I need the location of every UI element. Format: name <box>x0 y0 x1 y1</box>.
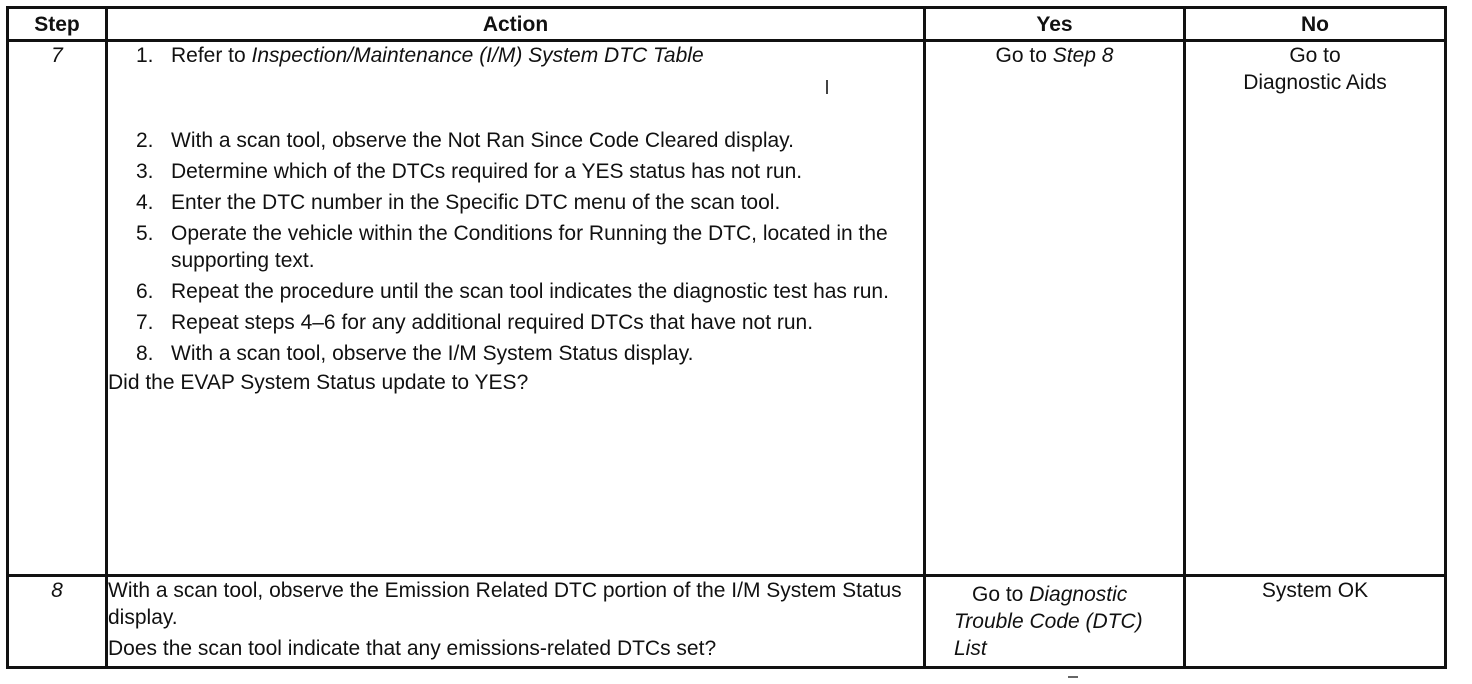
list-item <box>136 309 923 336</box>
scan-mark <box>1068 676 1078 678</box>
no-cell: System OK <box>1185 576 1446 668</box>
action-cell <box>107 576 925 668</box>
substep-text: Enter the DTC number in the Specific DTC menu of the scan tool. <box>171 191 781 214</box>
list-item <box>136 189 923 216</box>
substep-number: 5. <box>136 222 154 245</box>
no-prefix: Go to <box>1289 44 1341 67</box>
substep-number: 6. <box>136 280 154 303</box>
substep-plain: Refer to <box>171 44 252 67</box>
list-item <box>136 127 923 154</box>
scan-mark <box>826 80 828 94</box>
substep-number: 8. <box>136 342 154 365</box>
header-action: Action <box>107 8 925 41</box>
no-cell <box>1185 41 1446 576</box>
substep-text: Repeat the procedure until the scan tool indicates the diagnostic test has run. <box>171 280 889 303</box>
header-no: No <box>1185 8 1446 41</box>
substep-number: 2. <box>136 129 154 152</box>
table-reference: Inspection/Maintenance (I/M) System DTC Table <box>251 44 704 67</box>
step-number: 8 <box>8 576 107 668</box>
question-text: Did the EVAP System Status update to YES? <box>108 371 529 394</box>
no-reference: Diagnostic Aids <box>1243 71 1387 94</box>
yes-ref-line-2: Trouble Code (DTC) <box>954 610 1143 633</box>
yes-prefix: Go to <box>972 583 1030 606</box>
yes-prefix: Go to <box>995 44 1053 67</box>
substep-number: 1. <box>136 44 154 67</box>
substep-text: Operate the vehicle within the Conditions for Running the DTC, located in the supporting text. <box>171 222 888 272</box>
list-item <box>136 340 923 367</box>
table-row-step-8 <box>8 576 1446 668</box>
substep-number: 7. <box>136 311 154 334</box>
substep-text: With a scan tool, observe the I/M System Status display. <box>171 342 694 365</box>
list-item <box>136 220 923 274</box>
diagnostic-table <box>6 6 1447 669</box>
header-yes: Yes <box>925 8 1185 41</box>
yes-step-reference: Step 8 <box>1052 44 1114 67</box>
list-item <box>136 42 923 69</box>
question-text: Does the scan tool indicate that any emissions-related DTCs set? <box>108 637 717 660</box>
substep-text <box>171 42 923 69</box>
header-row <box>8 8 1446 41</box>
list-item <box>136 278 923 305</box>
substep-text: Repeat steps 4–6 for any additional required DTCs that have not run. <box>171 311 814 334</box>
substep-text: Determine which of the DTCs required for a YES status has not run. <box>171 160 803 183</box>
header-step: Step <box>8 8 107 41</box>
substep-list <box>108 42 923 367</box>
instruction-text: With a scan tool, observe the Emission Related DTC portion of the I/M System Status display. <box>108 579 902 629</box>
yes-ref-line-3: List <box>954 637 987 660</box>
yes-reference <box>954 581 1183 662</box>
yes-cell <box>925 41 1185 576</box>
substep-number: 3. <box>136 160 154 183</box>
list-item <box>136 158 923 185</box>
step-number: 7 <box>8 41 107 576</box>
table-row-step-7 <box>8 41 1446 576</box>
yes-ref-line-1: Diagnostic <box>1029 583 1128 606</box>
action-cell <box>107 41 925 576</box>
substep-number: 4. <box>136 191 154 214</box>
substep-text: With a scan tool, observe the Not Ran Since Code Cleared display. <box>171 129 794 152</box>
yes-cell <box>925 576 1185 668</box>
